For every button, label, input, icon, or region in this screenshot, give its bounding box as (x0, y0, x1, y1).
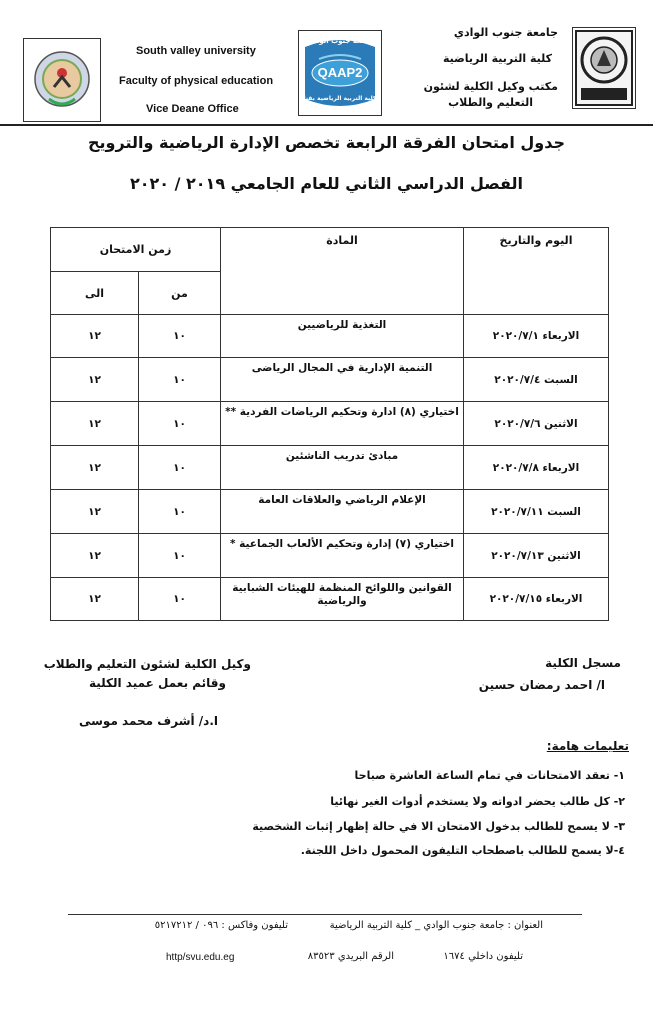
sports-emblem-icon (24, 39, 100, 121)
footer-website[interactable]: http/svu.edu.eg (166, 952, 235, 963)
footer-address: العنوان : جامعة جنوب الوادي _ كلية التربية الرياضية (329, 920, 543, 931)
table-row (51, 358, 609, 402)
en-faculty: Faculty of physical education (119, 75, 274, 87)
cell-day-date: الاربعاء ٢٠٢٠/٧/٨ (464, 446, 609, 490)
table-row (51, 315, 609, 358)
center-logo-bottom: كلية التربية الرياضية بقنا (303, 95, 377, 102)
center-logo (298, 30, 382, 116)
instruction-item: ٤-لا يسمح للطالب باصطحاب التليفون المحمول داخل اللجنة. (300, 844, 625, 857)
cell-to: ١٢ (51, 490, 139, 534)
col-header-to: الى (51, 272, 139, 315)
center-logo-top: جامعة جنوب الوادي (306, 37, 374, 45)
page-title: جدول امتحان الفرقة الرابعة تخصص الإدارة الرياضية والترويح (88, 133, 565, 152)
left-logo (23, 38, 101, 122)
cell-from: ١٠ (139, 490, 221, 534)
col-header-day-date: اليوم والتاريخ (464, 228, 609, 315)
en-university: South valley university (136, 45, 256, 57)
table-row (51, 446, 609, 490)
footer-phone-fax: تليفون وفاكس : ٠٩٦ / ٥٢١٧٢١٢ (154, 920, 288, 931)
instruction-item: ٢- كل طالب يحضر ادواته ولا يستخدم أدوات الغير نهائيا (330, 795, 625, 808)
table-row (51, 402, 609, 446)
cell-day-date: الاثنين ٢٠٢٠/٧/٦ (464, 402, 609, 446)
table-row (51, 490, 609, 534)
cell-day-date: السبت ٢٠٢٠/٧/٤ (464, 358, 609, 402)
cell-day-date: الاثنين ٢٠٢٠/٧/١٣ (464, 534, 609, 578)
cell-from: ١٠ (139, 315, 221, 358)
cell-subject: اختياري (٧) إدارة وتحكيم الألعاب الجماعية * (221, 534, 464, 578)
exam-schedule-table (50, 227, 609, 621)
cell-subject: مبادئ تدريب الناشئين (221, 446, 464, 490)
cell-day-date: السبت ٢٠٢٠/٧/١١ (464, 490, 609, 534)
cell-to: ١٢ (51, 315, 139, 358)
en-office: Vice Deane Office (146, 103, 239, 115)
cell-subject: التنمية الإدارية في المجال الرياضى (221, 358, 464, 402)
cell-subject: اختياري (٨) ادارة وتحكيم الرياضات الفردية ** (221, 402, 464, 446)
footer-postal: الرقم البريدي ٨٣٥٢٣ (307, 951, 394, 962)
instruction-item: ٣- لا يسمح للطالب بدخول الامتحان الا في حالة إظهار إثبات الشخصية (252, 820, 625, 833)
table-row (51, 534, 609, 578)
vice-dean-title: وكيل الكلية لشئون التعليم والطلاب (43, 657, 251, 671)
footer-divider (68, 914, 582, 915)
cell-to: ١٢ (51, 446, 139, 490)
registrar-name: ا/ احمد رمضان حسين (478, 678, 605, 692)
cell-from: ١٠ (139, 578, 221, 621)
center-logo-mark: QAAP2 (317, 65, 363, 80)
cell-to: ١٢ (51, 578, 139, 621)
ar-office-line2: التعليم والطلاب (448, 96, 533, 109)
right-logo (572, 27, 636, 109)
table-row (51, 578, 609, 621)
instruction-item: ١- تعقد الامتحانات في تمام الساعة العاشرة صباحا (354, 769, 625, 782)
cell-to: ١٢ (51, 402, 139, 446)
university-emblem-icon (573, 28, 635, 108)
cell-to: ١٢ (51, 358, 139, 402)
cell-from: ١٠ (139, 534, 221, 578)
cell-subject: التغذية للرياضيين (221, 315, 464, 358)
ar-office-line1: مكتب وكيل الكلية لشئون (423, 80, 558, 93)
col-header-from: من (139, 272, 221, 315)
cell-day-date: الاربعاء ٢٠٢٠/٧/١٥ (464, 578, 609, 621)
ar-university: جامعة جنوب الوادي (453, 26, 558, 39)
cell-to: ١٢ (51, 534, 139, 578)
cell-subject: القوانين واللوائح المنظمة للهيئات الشبابية والرياضية (221, 578, 464, 621)
cell-day-date: الاربعاء ٢٠٢٠/٧/١ (464, 315, 609, 358)
registrar-title: مسجل الكلية (545, 656, 621, 670)
ar-faculty: كلية التربية الرياضية (442, 52, 552, 65)
col-header-time: زمن الامتحان (51, 228, 221, 272)
page-subtitle: الفصل الدراسي الثاني للعام الجامعي ٢٠١٩ / ٢٠٢٠ (129, 174, 524, 193)
cell-from: ١٠ (139, 402, 221, 446)
vice-dean-title-2: وقائم بعمل عميد الكلية (88, 676, 226, 690)
instructions-heading: تعليمات هامة: (546, 739, 629, 753)
header-divider (0, 124, 653, 126)
col-header-subject: المادة (221, 228, 464, 315)
vice-dean-name: ا.د/ أشرف محمد موسى (78, 714, 218, 728)
cell-from: ١٠ (139, 446, 221, 490)
cell-subject: الإعلام الرياضي والعلاقات العامة (221, 490, 464, 534)
cell-from: ١٠ (139, 358, 221, 402)
footer-internal-phone: تليفون داخلي ١٦٧٤ (443, 951, 523, 962)
